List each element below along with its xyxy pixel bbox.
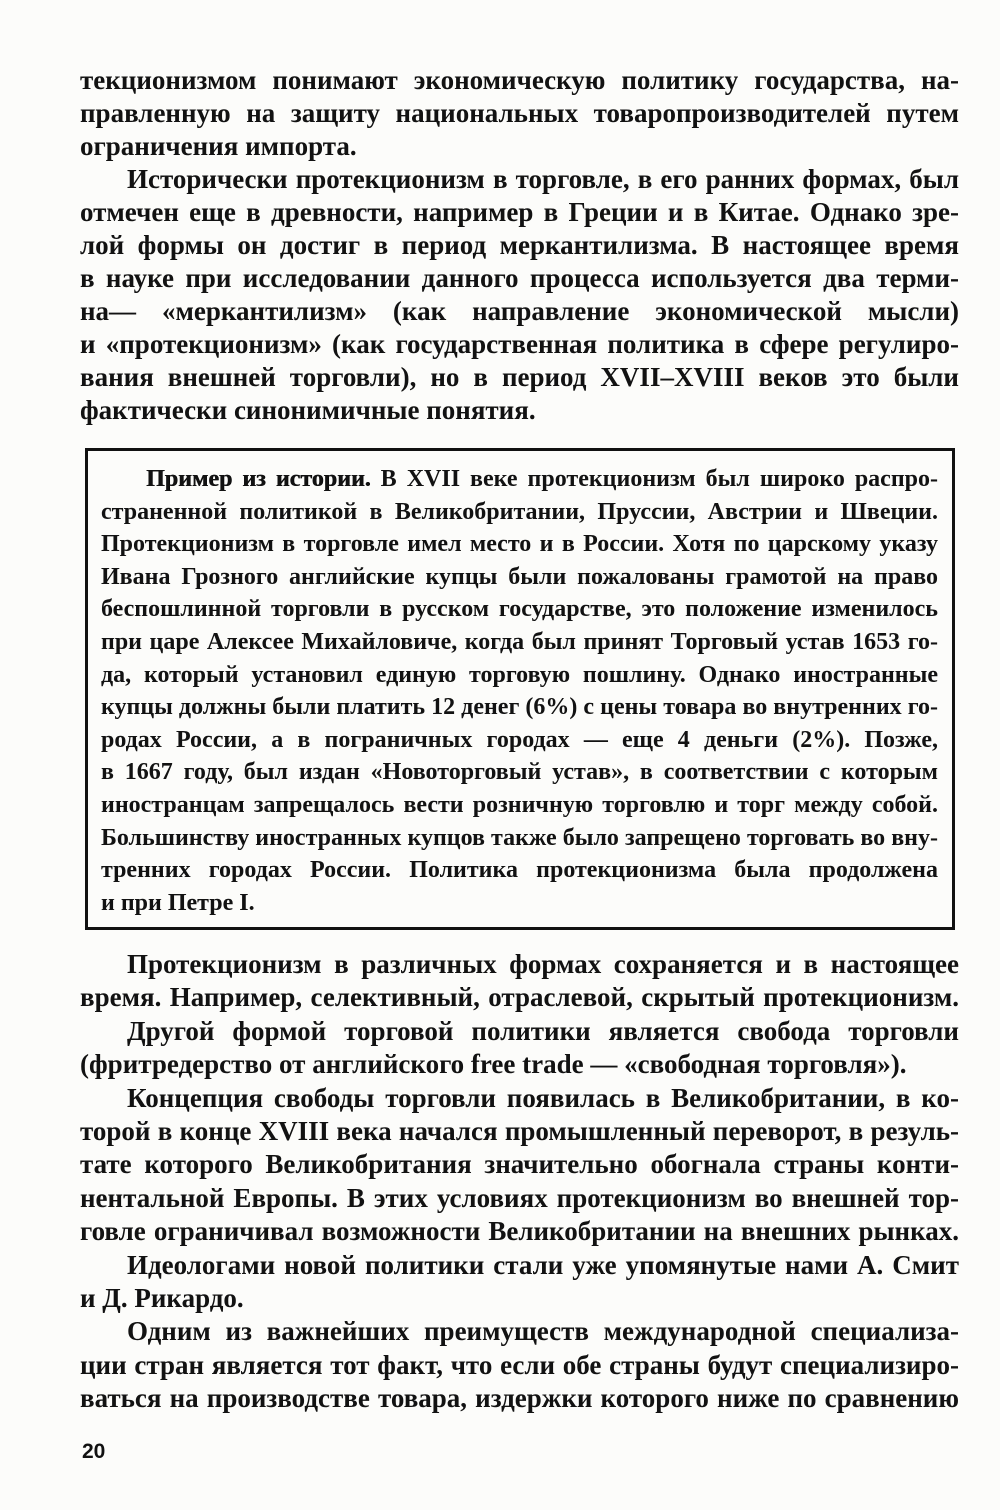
- line-text: Протекционизм в различных формах сохраняется и в настоящее: [127, 949, 959, 979]
- text-line: [101, 822, 939, 855]
- line-text: фактически синонимичные понятия.: [80, 395, 536, 425]
- text-line: [127, 1249, 960, 1282]
- line-text: ции стран является тот факт, что если обе страны будут специализиро-: [80, 1349, 959, 1380]
- line-text: ограничения импорта.: [80, 131, 357, 161]
- paragraph: [80, 1315, 960, 1415]
- line-text: нентальной Европы. В этих условиях протекционизм во внешней тор-: [80, 1182, 959, 1213]
- text-line: [127, 1015, 960, 1048]
- text-line: [101, 528, 939, 561]
- text-line: [101, 561, 939, 594]
- line-text: правленную на защиту национальных товаропроизводителей путем: [80, 98, 959, 128]
- line-text: Исторически протекционизм в торговле, в его ранних формах, был: [127, 164, 959, 194]
- line-text: текционизмом понимают экономическую политику государства, на-: [80, 65, 959, 95]
- text-line: [80, 262, 960, 295]
- text-line: [80, 1349, 960, 1382]
- line-text: на— «меркантилизм» (как направление экономической мысли): [80, 296, 959, 326]
- line-text: родах России, а в пограничных городах — еще 4 деньги (2%). Позже,: [101, 726, 938, 753]
- line-text: тренних городах России. Политика протекционизма была продолжена: [101, 857, 938, 884]
- line-text: (фритредерство от английского free trade — «свободная торговля»).: [80, 1049, 907, 1080]
- paragraph: [80, 1249, 960, 1316]
- text-line: [80, 1115, 960, 1148]
- line-text: купцы должны были платить 12 денег (6%) с цены товара во внутренних го-: [101, 694, 938, 721]
- line-text: в 1667 году, был издан «Новоторговый устав», в соответствии с которым: [101, 759, 938, 786]
- line-text: иностранцам запрещалось вести розничную торговлю и торг между собой.: [101, 791, 938, 818]
- paragraph: [80, 1015, 960, 1082]
- main-text-bottom: [80, 948, 960, 1416]
- history-example-box: [85, 448, 955, 930]
- paragraph: [80, 1082, 960, 1249]
- paragraph: [80, 163, 960, 427]
- text-line: [101, 854, 939, 887]
- line-text: отмечен еще в древности, например в Греции и в Китае. Однако зре-: [80, 197, 959, 227]
- line-text: лой формы он достиг в период меркантилизма. В настоящее время: [80, 230, 959, 260]
- text-line: [101, 496, 939, 529]
- line-text: Концепция свободы торговли появилась в Великобритании, в ко-: [127, 1082, 959, 1113]
- line-text: [146, 463, 938, 496]
- line-text: беспошлинной торговли в русском государстве, это положение изменилось: [101, 596, 938, 623]
- line-text: и при Петре I.: [101, 889, 255, 916]
- line-text: говле ограничивал возможности Великобритании на внешних рынках.: [80, 1216, 959, 1247]
- text-line: [80, 328, 960, 361]
- text-line: [80, 1382, 960, 1415]
- text-line: [80, 361, 960, 394]
- text-line: [101, 691, 939, 724]
- line-text: Большинству иностранных купцов также было запрещено торговать во вну-: [101, 824, 938, 851]
- text-line: [80, 394, 960, 427]
- text-line: [80, 1148, 960, 1181]
- text-line: [80, 295, 960, 328]
- text-line: [127, 948, 960, 981]
- text-line: [101, 593, 939, 626]
- line-text: тате которого Великобритания значительно обогнала страны конти-: [80, 1149, 959, 1180]
- line-text: при царе Алексее Михайловиче, когда был принят Торговый устав 1653 го-: [101, 628, 938, 655]
- page-number: 20: [82, 1440, 106, 1463]
- text-line: [80, 1215, 960, 1248]
- line-text: Идеологами новой политики стали уже упомянутые нами А. Смит: [127, 1249, 959, 1280]
- text-line: [146, 463, 939, 496]
- text-line: [80, 196, 960, 229]
- line-text: Ивана Грозного английские купцы были пожалованы грамотой на право: [101, 563, 938, 590]
- text-line: [80, 1282, 960, 1315]
- text-line: [101, 887, 939, 920]
- line-text: да, который установил единую торговую пошлину. Однако иностранные: [101, 661, 938, 688]
- text-line: [101, 724, 939, 757]
- text-line: [127, 1315, 960, 1348]
- text-line: [101, 659, 939, 692]
- paragraph: [80, 64, 960, 163]
- line-text: и Д. Рикардо.: [80, 1283, 244, 1314]
- line-text: в науке при исследовании данного процесса используется два терми-: [80, 263, 959, 293]
- line-text-rest: В XVII веке протекционизм был широко распро-: [380, 466, 939, 492]
- box-label: Пример из истории.: [146, 466, 371, 492]
- text-line: [101, 789, 939, 822]
- line-text: вания внешней торговли), но в период XVII–XVIII веков это были: [80, 362, 959, 392]
- main-text-top: [80, 64, 960, 427]
- line-text: Другой формой торговой политики является свобода торговли: [127, 1015, 959, 1046]
- line-text: время. Например, селективный, отраслевой, скрытый протекционизм.: [80, 982, 959, 1013]
- line-text: страненной политикой в Великобритании, Пруссии, Австрии и Швеции.: [101, 498, 938, 525]
- line-text: и «протекционизм» (как государственная политика в сфере регулиро-: [80, 329, 959, 359]
- text-line: [127, 1082, 960, 1115]
- text-line: [101, 756, 939, 789]
- text-line: [127, 163, 960, 196]
- paragraph: [80, 948, 960, 1015]
- text-line: [80, 97, 960, 130]
- line-text: торой в конце XVIII века начался промышленный переворот, в резуль-: [80, 1116, 959, 1147]
- line-text: Одним из важнейших преимуществ международной специализа-: [127, 1316, 959, 1347]
- text-line: [80, 1182, 960, 1215]
- text-line: [80, 229, 960, 262]
- text-line: [101, 626, 939, 659]
- text-line: [80, 1048, 960, 1081]
- text-line: [80, 130, 960, 163]
- line-text: ваться на производстве товара, издержки которого ниже по сравнению: [80, 1383, 959, 1414]
- text-line: [80, 64, 960, 97]
- line-text: Протекционизм в торговле имел место и в России. Хотя по царскому указу: [101, 531, 938, 558]
- text-line: [80, 981, 960, 1014]
